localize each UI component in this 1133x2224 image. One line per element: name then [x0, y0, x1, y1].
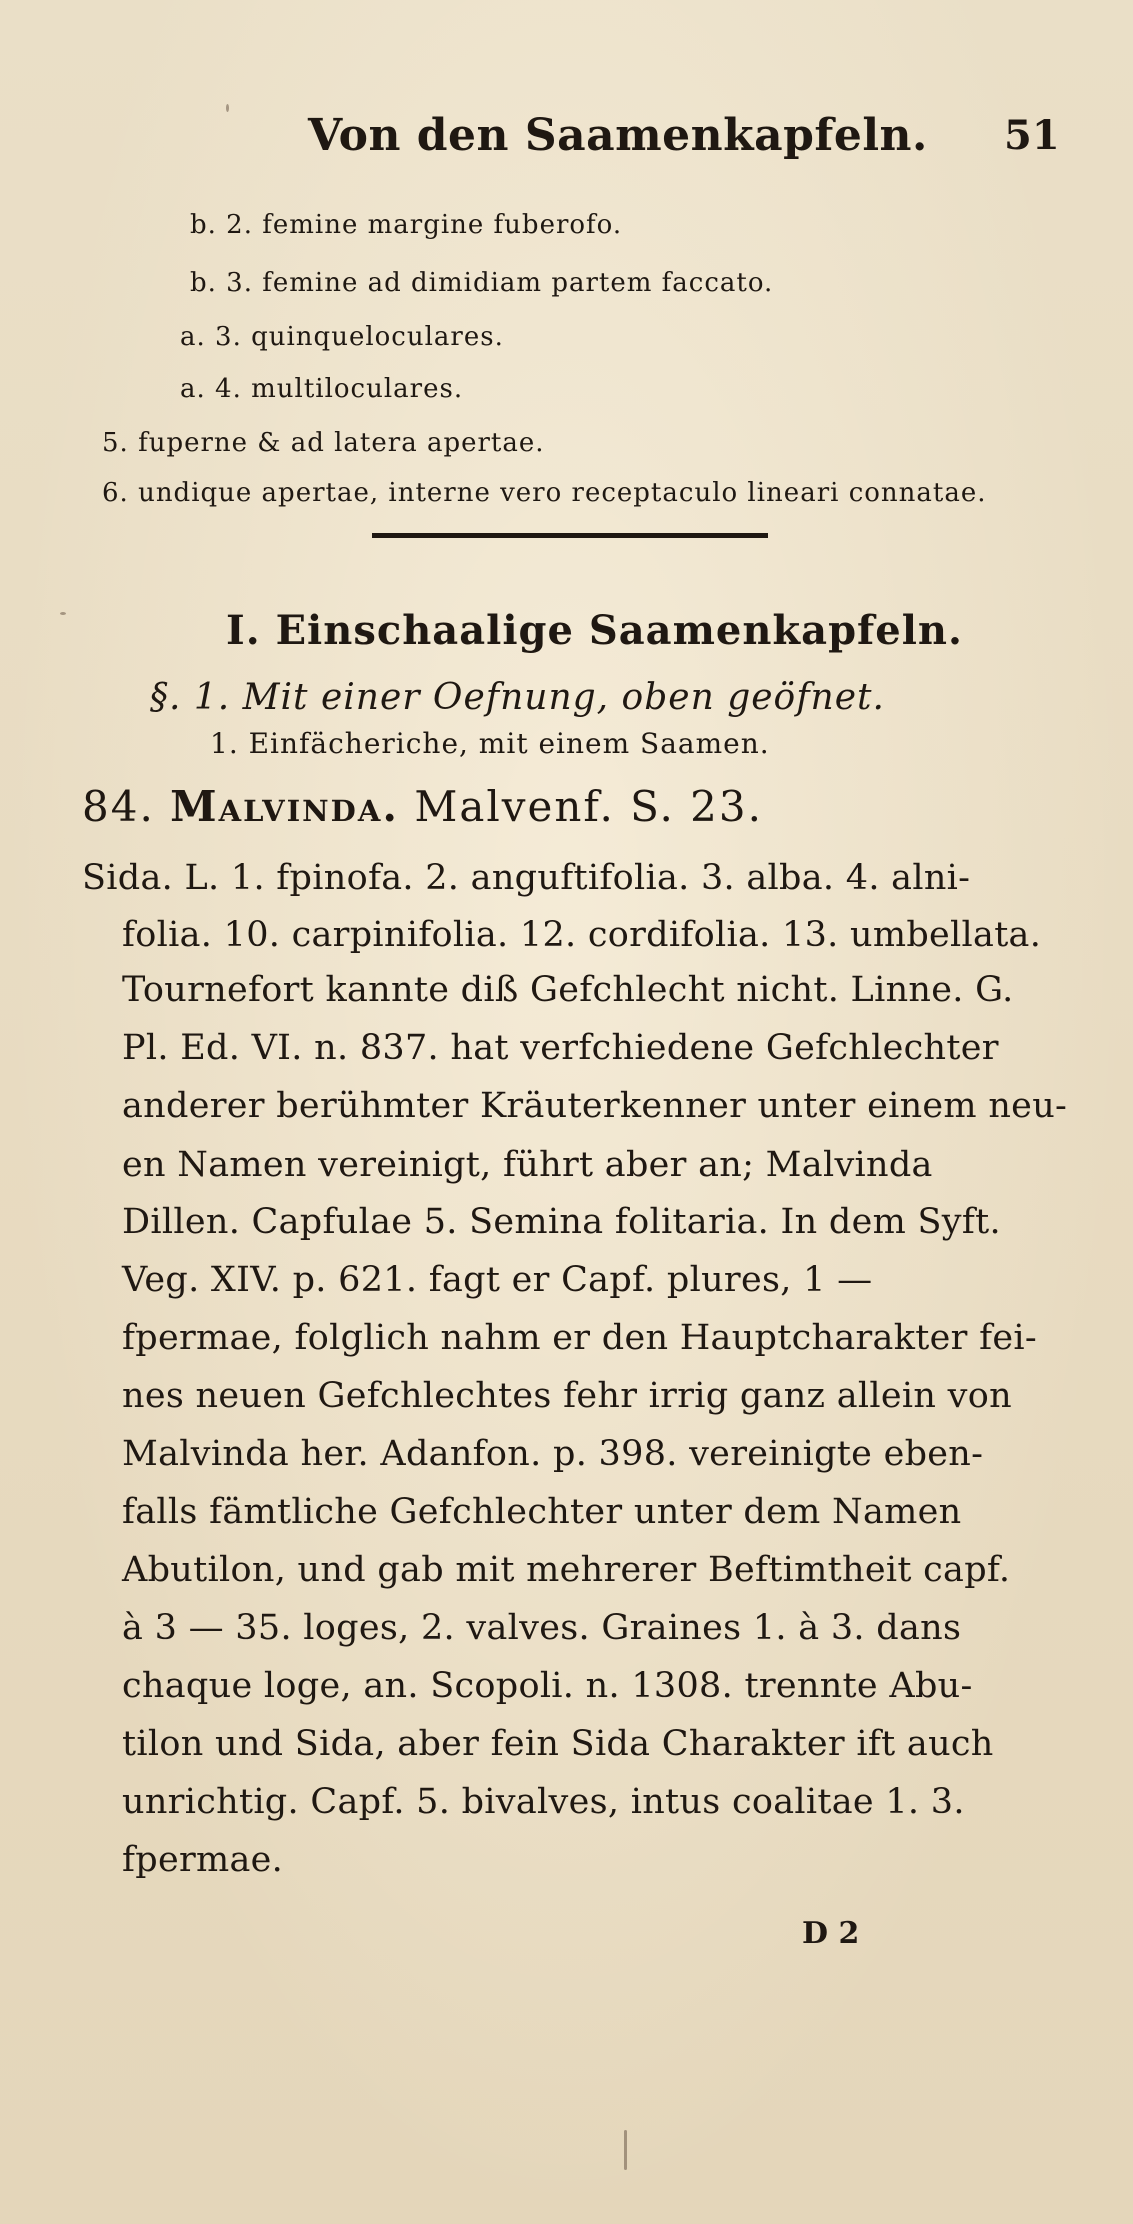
- body-line: anderer berühmter Kräuterkenner unter einem neu-: [122, 1086, 1068, 1126]
- paper-speck: [624, 2130, 627, 2170]
- key-line: b. 2. femine margine fuberofo.: [190, 210, 623, 240]
- body-line: chaque loge, an. Scopoli. n. 1308. trennte Abu-: [122, 1666, 973, 1706]
- body-line: fpermae.: [122, 1840, 284, 1880]
- entry-german-name: Malvenf. S. 23.: [414, 782, 763, 831]
- signature-mark: D 2: [802, 1916, 860, 1951]
- section-subsubheading: 1. Einfächeriche, mit einem Saamen.: [210, 727, 770, 760]
- key-line: 6. undique apertae, interne vero receptaculo lineari connatae.: [102, 478, 987, 508]
- page-number: 51: [1004, 112, 1060, 159]
- section-heading: I. Einschaalige Saamenkapfeln.: [226, 607, 963, 654]
- key-line: b. 3. femine ad dimidiam partem faccato.: [190, 268, 774, 298]
- body-line: nes neuen Gefchlechtes fehr irrig ganz allein von: [122, 1376, 1012, 1416]
- running-head: Von den Saamenkapfeln.: [308, 110, 928, 161]
- genus-entry: [82, 782, 763, 831]
- paper-speck: [226, 104, 229, 112]
- entry-genus: Malvinda.: [170, 782, 399, 831]
- body-line: Tournefort kannte diß Gefchlecht nicht. Linne. G.: [122, 970, 1014, 1010]
- body-line: Malvinda her. Adanfon. p. 398. vereinigte eben-: [122, 1434, 984, 1474]
- body-line: unrichtig. Capf. 5. bivalves, intus coalitae 1. 3.: [122, 1782, 965, 1822]
- body-line: Dillen. Capfulae 5. Semina folitaria. In dem Syft.: [122, 1202, 1001, 1242]
- body-line: fpermae, folglich nahm er den Hauptcharakter fei-: [122, 1318, 1037, 1358]
- body-line: Pl. Ed. VI. n. 837. hat verfchiedene Gefchlechter: [122, 1028, 999, 1068]
- section-divider: [372, 533, 768, 538]
- body-line: Abutilon, und gab mit mehrerer Beftimtheit capf.: [122, 1550, 1011, 1590]
- body-line: falls fämtliche Gefchlechter unter dem Namen: [122, 1492, 962, 1532]
- entry-number: 84.: [82, 782, 155, 831]
- body-line: Veg. XIV. p. 621. fagt er Capf. plures, 1 —: [122, 1260, 873, 1300]
- key-line: a. 3. quinqueloculares.: [180, 322, 504, 352]
- key-line: 5. fuperne & ad latera apertae.: [102, 428, 545, 458]
- section-subheading: §. 1. Mit einer Oefnung, oben geöfnet.: [150, 677, 885, 718]
- body-line: Sida. L. 1. fpinofa. 2. anguftifolia. 3. alba. 4. alni-: [82, 858, 971, 898]
- body-line: à 3 — 35. loges, 2. valves. Graines 1. à 3. dans: [122, 1608, 962, 1648]
- body-line: en Namen vereinigt, führt aber an; Malvinda: [122, 1145, 933, 1185]
- body-line: folia. 10. carpinifolia. 12. cordifolia. 13. umbellata.: [122, 915, 1042, 955]
- paper-speck: [60, 612, 66, 615]
- key-line: a. 4. multiloculares.: [180, 374, 464, 404]
- body-line: tilon und Sida, aber fein Sida Charakter ift auch: [122, 1724, 994, 1764]
